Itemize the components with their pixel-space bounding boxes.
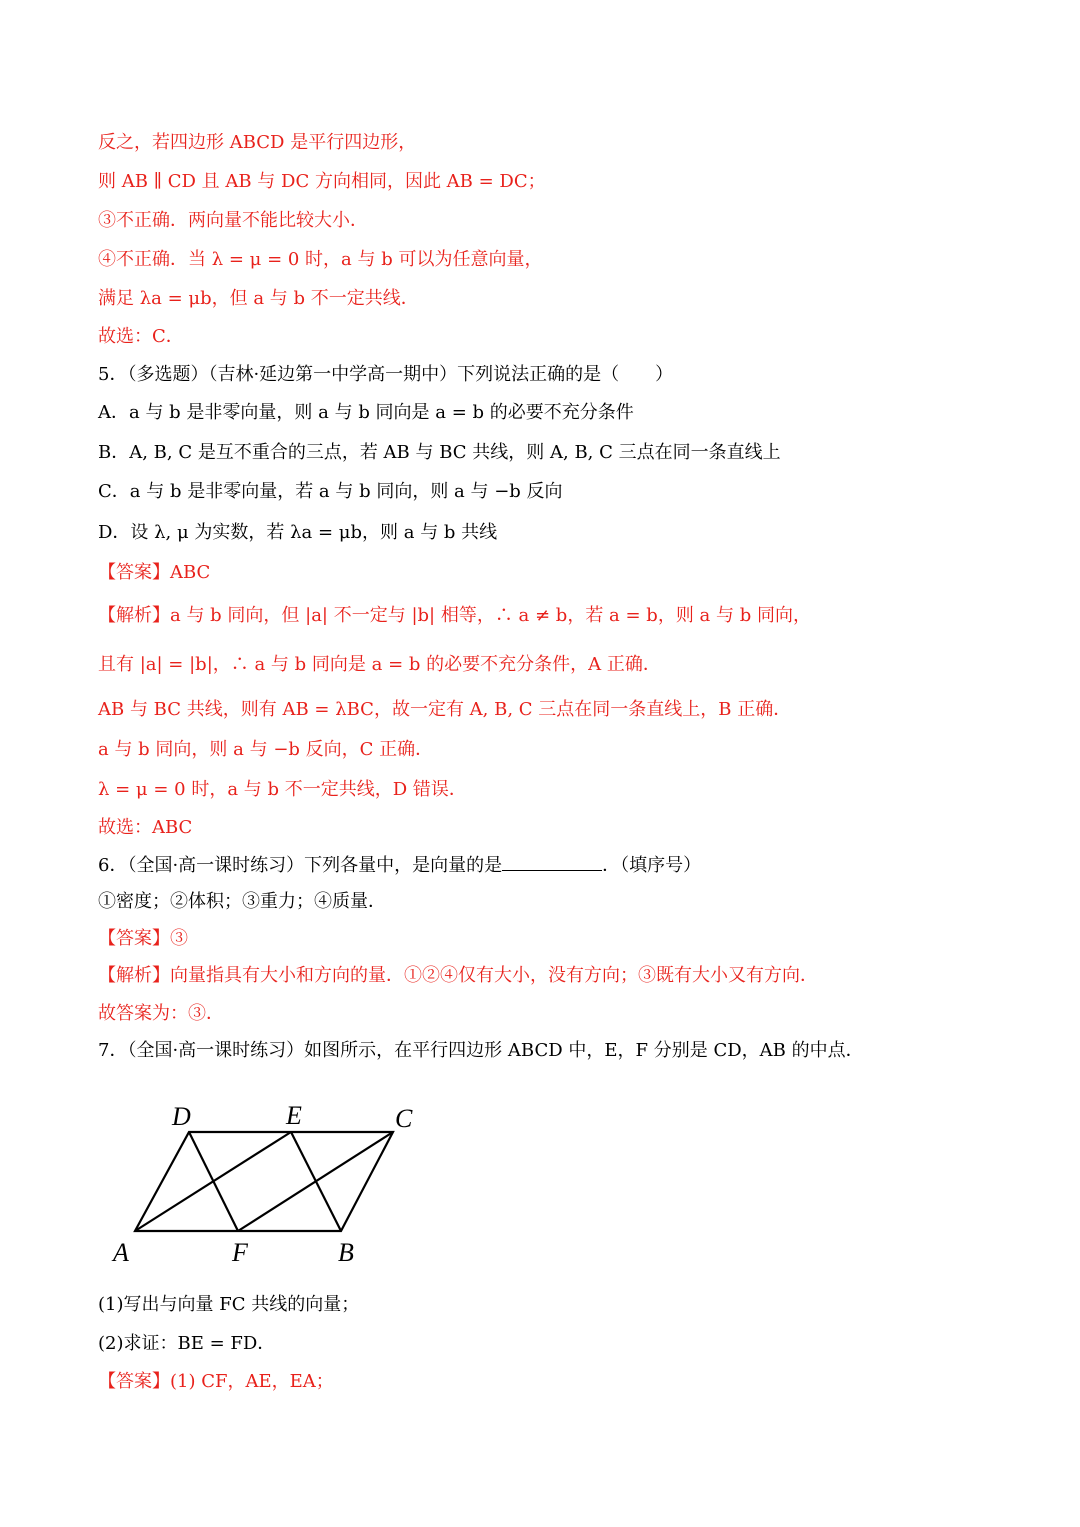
q5-choose: 故选：ABC: [98, 817, 193, 838]
q7-stem: 7．（全国·高一课时练习）如图所示，在平行四边形 ABCD 中，E，F 分别是 CD，AB 的中点．: [98, 1040, 864, 1061]
q7-sub1: (1)写出与向量 FC 共线的向量；: [98, 1294, 360, 1315]
q5-answer: 【答案】ABC: [98, 562, 211, 583]
q7-sub2: (2)求证：BE = FD．: [98, 1333, 276, 1354]
q5-explain-2: 且有 |a| = |b|，∴ a 与 b 同向是 a = b 的必要不充分条件，A 正确．: [98, 654, 661, 675]
q5-explain-5: λ = μ = 0 时，a 与 b 不一定共线，D 错误．: [98, 779, 467, 800]
q5-option-a: A．a 与 b 是非零向量，则 a 与 b 同向是 a = b 的必要不充分条件: [98, 402, 634, 423]
q6-explain: 【解析】向量指具有大小和方向的量．①②④仅有大小，没有方向；③既有大小又有方向．: [98, 965, 818, 986]
q7-answer: 【答案】(1) CF，AE，EA；: [98, 1371, 334, 1392]
q5-stem: 5．（多选题）（吉林·延边第一中学高一期中）下列说法正确的是（ ）: [98, 364, 674, 385]
solution-line-4: ④不正确．当 λ = μ = 0 时，a 与 b 可以为任意向量，: [98, 249, 543, 270]
parallelogram-abcd: [135, 1132, 393, 1231]
solution-line-1: 反之，若四边形 ABCD 是平行四边形，: [98, 132, 417, 153]
label-d: D: [172, 1102, 191, 1131]
solution-line-5: 满足 λa = μb，但 a 与 b 不一定共线．: [98, 288, 419, 309]
q5-option-b: B．A, B, C 是互不重合的三点，若 AB 与 BC 共线，则 A, B, C 三点在同一条直线上: [98, 442, 781, 463]
solution-line-2: 则 AB ∥ CD 且 AB 与 DC 方向相同，因此 AB = DC；: [98, 171, 546, 192]
q5-explain-3: AB 与 BC 共线，则有 AB = λBC，故一定有 A, B, C 三点在同一条直线上，B 正确．: [98, 699, 792, 720]
solution-line-6: 故选：C．: [98, 326, 184, 347]
q6-final: 故答案为：③．: [98, 1003, 224, 1024]
label-b: B: [338, 1238, 354, 1267]
label-e: E: [286, 1101, 302, 1130]
q5-explain-4: a 与 b 同向，则 a 与 −b 反向，C 正确．: [98, 739, 434, 760]
parallelogram-figure: [105, 1095, 435, 1270]
solution-line-3: ③不正确．两向量不能比较大小．: [98, 210, 368, 231]
q6-stem-tail: ．（填序号）: [602, 855, 702, 876]
label-c: C: [395, 1104, 413, 1133]
segment-eb: [291, 1132, 341, 1231]
q6-stem-text: 6．（全国·高一课时练习）下列各量中，是向量的是: [98, 855, 503, 876]
q5-explain-1: 【解析】a 与 b 同向，但 |a| 不一定与 |b| 相等，∴ a ≠ b，若 a = b，则 a 与 b 同向，: [98, 605, 811, 626]
q6-answer-blank: [502, 852, 602, 871]
q6-answer: 【答案】③: [98, 928, 188, 949]
segment-df: [189, 1132, 238, 1231]
q5-option-c: C．a 与 b 是非零向量，若 a 与 b 同向，则 a 与 −b 反向: [98, 481, 563, 502]
label-a: A: [113, 1238, 129, 1267]
q6-stem: [98, 852, 701, 879]
q5-option-d: D．设 λ, μ 为实数，若 λa = μb，则 a 与 b 共线: [98, 522, 498, 543]
label-f: F: [232, 1238, 248, 1267]
q6-items: ①密度；②体积；③重力；④质量．: [98, 891, 386, 912]
